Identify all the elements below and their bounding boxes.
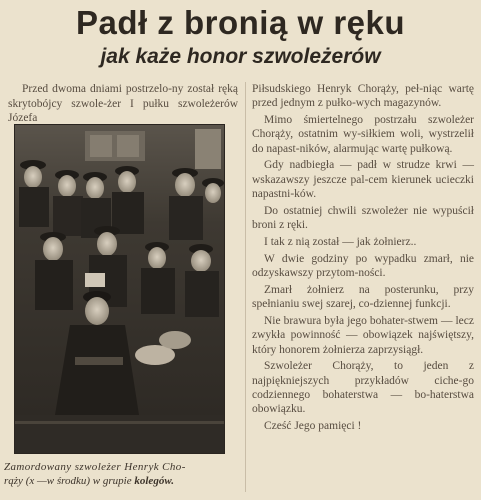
paragraph-8: Nie brawura była jego bohater-stwem — lecz zwykła powinność — obowiązek najświętszy, który honorem żołnierza zaprzysiągł. — [252, 314, 474, 356]
caption-line-2: rąży (x —w środku) w grupie — [4, 475, 135, 487]
paragraph-2: Mimo śmiertelnego postrzału szwoleżer Chorąży, ostatnim wy-siłkiem woli, wystrzelił do napast-ników, alarmując wartę pułkową. — [252, 114, 474, 155]
paragraph-9: Szwoleżer Chorąży, to jeden z najpiękniejszych przykładów ciche-go codziennego bohaterstwa — bo-haterstwa obowiązku. — [252, 360, 474, 416]
group-photo-image — [15, 125, 224, 453]
paragraph-3: Gdy nadbiegła — padł w strudze krwi — wskazawszy jeszcze pal-cem kierunek ucieczki napastni-ków. — [252, 159, 474, 201]
article-subheadline: jak każe honor szwoleżerów — [100, 45, 381, 68]
paragraph-1: Piłsudskiego Henryk Chorąży, peł-niąc wartę przed jednym z pułko-wych magazynów. — [252, 83, 474, 110]
paragraph-5: I tak z nią został — jak żołnierz.. — [264, 235, 417, 248]
article-headline: Padł z bronią w ręku — [75, 4, 406, 41]
group-photo — [14, 124, 225, 454]
paragraph-7: Zmarł żołnierz na posterunku, przy spełnianiu swej szarej, co-dziennej funkcji. — [252, 283, 474, 311]
paragraph-10: Cześć Jego pamięci ! — [264, 420, 362, 433]
intro-paragraph: Przed dwoma dniami postrzelo-ny został ręką skrytobójcy szwole-żer I pułku szwoleżerów Józefa — [8, 83, 238, 124]
photo-caption — [4, 460, 244, 488]
paragraph-4: Do ostatniej chwili szwoleżer nie wypuścił broni z ręki. — [252, 204, 474, 232]
article-intro — [8, 82, 238, 126]
paragraph-6: W dwie godziny po wypadku zmarł, nie odzyskawszy przytom-ności. — [252, 252, 474, 280]
column-divider — [245, 82, 246, 492]
article-right-column — [252, 82, 474, 436]
caption-line-1: Zamordowany szwoleżer Henryk Cho- — [4, 461, 186, 473]
caption-bold: kolegów. — [134, 475, 174, 487]
